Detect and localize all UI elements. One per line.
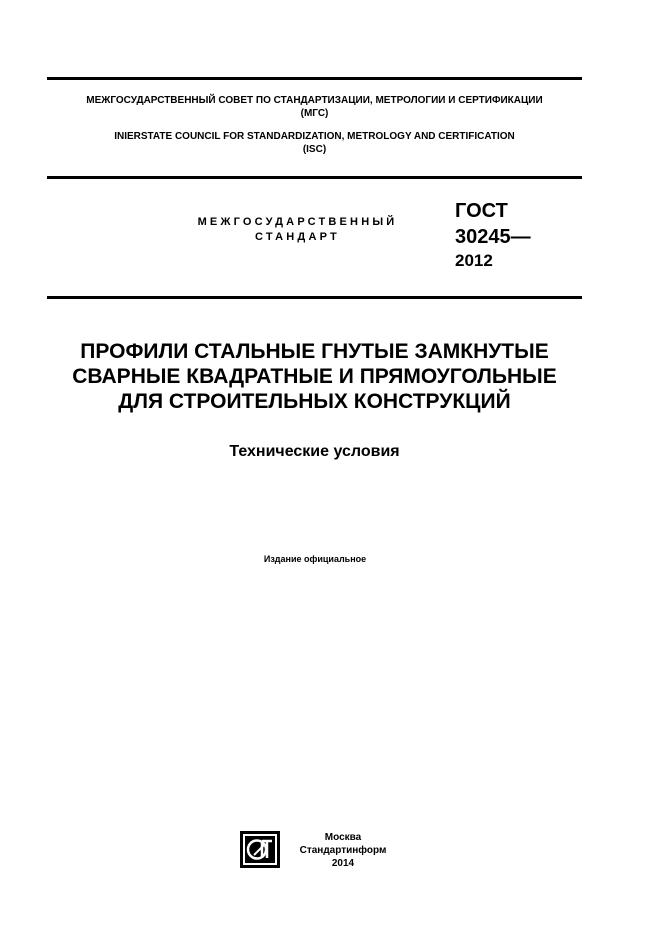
council-ru-name: МЕЖГОСУДАРСТВЕННЫЙ СОВЕТ ПО СТАНДАРТИЗАЦИИ, МЕТРОЛОГИИ И СЕРТИФИКАЦИИ [86, 95, 543, 106]
standard-kind-line2: СТАНДАРТ [255, 231, 340, 243]
header-bottom-rule [47, 296, 582, 299]
title-line-3: ДЛЯ СТРОИТЕЛЬНЫХ КОНСТРУКЦИЙ [118, 390, 511, 413]
council-en-abbr: (ISC) [302, 144, 327, 155]
standartinform-logo-icon [240, 831, 280, 868]
gost-designation [455, 198, 585, 272]
publisher-block [287, 831, 399, 870]
publisher-city: Москва [324, 832, 362, 843]
gost-label: ГОСТ [455, 200, 508, 222]
document-title [30, 339, 599, 414]
title-line-2: СВАРНЫЕ КВАДРАТНЫЕ И ПРЯМОУГОЛЬНЫЕ [72, 365, 557, 388]
title-line-1: ПРОФИЛИ СТАЛЬНЫЕ ГНУТЫЕ ЗАМКНУТЫЕ [80, 340, 549, 363]
gost-number: 30245— [455, 226, 531, 248]
top-rule [47, 77, 582, 80]
standard-kind-line1: МЕЖГОСУДАРСТВЕННЫЙ [197, 216, 398, 228]
publisher-name: Стандартинформ [299, 845, 387, 856]
publisher-year: 2014 [331, 858, 355, 869]
document-subtitle: Технические условия [229, 443, 400, 460]
council-ru-abbr: (МГС) [300, 108, 329, 119]
edition-note: Издание официальное [263, 554, 367, 564]
council-bottom-rule [47, 176, 582, 179]
council-en-name: INIERSTATE COUNCIL FOR STANDARDIZATION, METROLOGY AND CERTIFICATION [114, 131, 515, 142]
gost-year: 2012 [455, 251, 493, 270]
